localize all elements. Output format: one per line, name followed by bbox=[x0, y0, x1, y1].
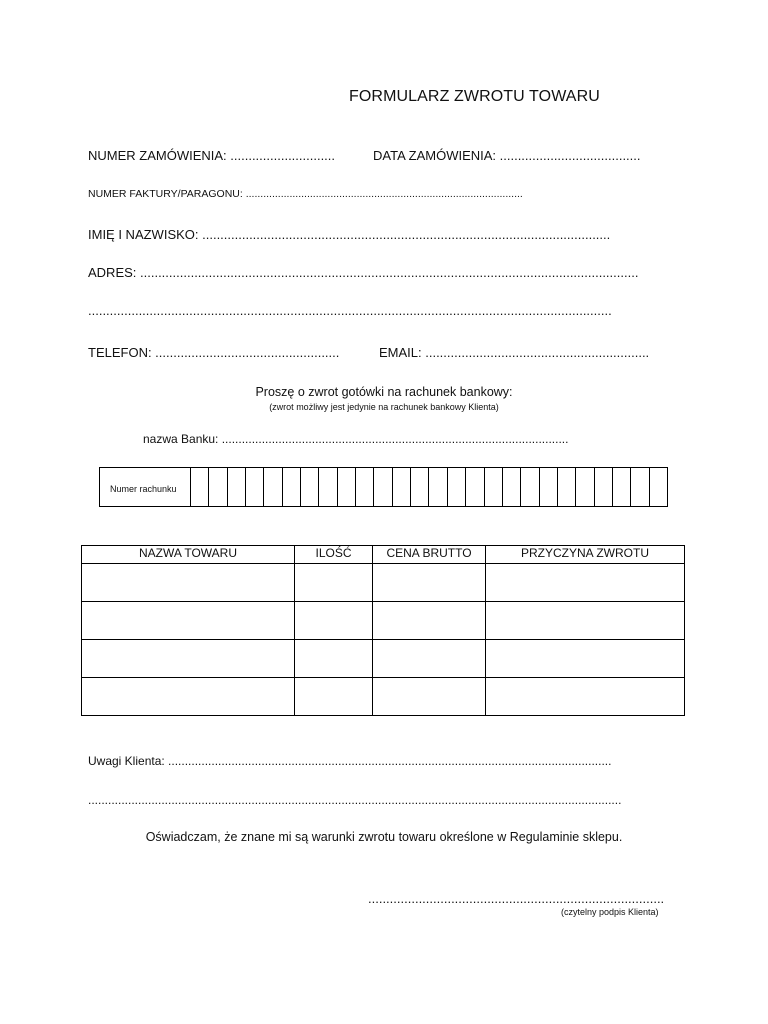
account-number-box bbox=[99, 467, 668, 507]
table-cell[interactable] bbox=[295, 564, 373, 602]
table-cell[interactable] bbox=[82, 564, 295, 602]
products-table bbox=[81, 545, 685, 716]
order-date-field[interactable]: DATA ZAMÓWIENIA: ....................................... bbox=[373, 148, 641, 163]
table-cell[interactable] bbox=[295, 678, 373, 716]
form-title: FORMULARZ ZWROTU TOWARU bbox=[349, 88, 600, 105]
column-header-return-reason: PRZYCZYNA ZWROTU bbox=[486, 546, 685, 564]
signature-caption: (czytelny podpis Klienta) bbox=[561, 907, 659, 917]
table-cell[interactable] bbox=[486, 640, 685, 678]
table-cell[interactable] bbox=[373, 564, 486, 602]
bank-name-field[interactable]: nazwa Banku: ........................................................................................................ bbox=[143, 432, 569, 446]
table-cell[interactable] bbox=[82, 678, 295, 716]
address-continuation-field[interactable]: ................................................................................................................................................. bbox=[88, 303, 612, 318]
table-cell[interactable] bbox=[295, 640, 373, 678]
remarks-field[interactable]: Uwagi Klienta: ..................................................................................................................................... bbox=[88, 754, 612, 768]
full-name-field[interactable]: IMIĘ I NAZWISKO: ................................................................................................................. bbox=[88, 227, 611, 242]
account-number-cells[interactable] bbox=[190, 468, 667, 506]
table-cell[interactable] bbox=[373, 640, 486, 678]
signature-line[interactable]: .................................................................................. bbox=[368, 891, 665, 906]
table-cell[interactable] bbox=[295, 602, 373, 640]
column-header-gross-price: CENA BRUTTO bbox=[373, 546, 486, 564]
column-header-product-name: NAZWA TOWARU bbox=[82, 546, 295, 564]
table-row bbox=[82, 640, 685, 678]
table-row bbox=[82, 678, 685, 716]
table-cell[interactable] bbox=[486, 678, 685, 716]
email-field[interactable]: EMAIL: .............................................................. bbox=[379, 345, 650, 360]
refund-note: (zwrot możliwy jest jedynie na rachunek bankowy Klienta) bbox=[269, 402, 499, 412]
table-cell[interactable] bbox=[486, 602, 685, 640]
refund-heading: Proszę o zwrot gotówki na rachunek bankowy: bbox=[255, 385, 513, 399]
statement-text: Oświadczam, że znane mi są warunki zwrotu towaru określone w Regulaminie sklepu. bbox=[145, 830, 623, 844]
address-field[interactable]: ADRES: .......................................................................................................................................... bbox=[88, 265, 639, 280]
table-row bbox=[82, 602, 685, 640]
table-cell[interactable] bbox=[82, 602, 295, 640]
table-cell[interactable] bbox=[486, 564, 685, 602]
table-cell[interactable] bbox=[373, 602, 486, 640]
account-number-label: Numer rachunku bbox=[110, 484, 177, 494]
column-header-quantity: ILOŚĆ bbox=[295, 546, 373, 564]
order-number-field[interactable]: NUMER ZAMÓWIENIA: ............................. bbox=[88, 148, 336, 163]
remarks-continuation-field[interactable]: ................................................................................................................................................................ bbox=[88, 793, 622, 807]
table-cell[interactable] bbox=[82, 640, 295, 678]
table-row bbox=[82, 564, 685, 602]
table-cell[interactable] bbox=[373, 678, 486, 716]
invoice-number-field[interactable]: NUMER FAKTURY/PARAGONU: ............................................................................................... bbox=[88, 188, 523, 200]
phone-field[interactable]: TELEFON: ................................................... bbox=[88, 345, 340, 360]
